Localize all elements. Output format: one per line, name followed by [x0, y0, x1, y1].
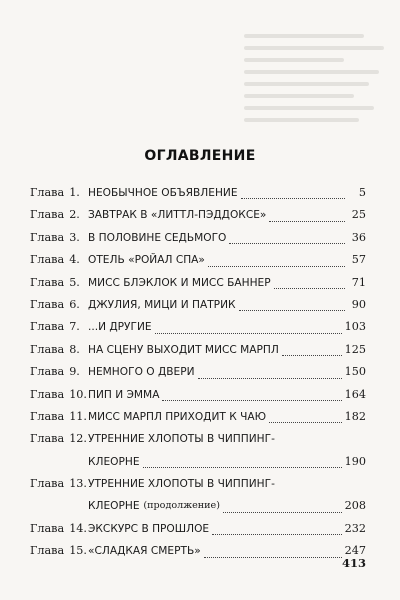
chapter-label: [30, 272, 88, 294]
chapter-number: 4.: [69, 253, 80, 267]
bleed-through-text: [244, 26, 394, 136]
dot-leader: [155, 333, 342, 334]
chapter-title: ОТЕЛЬ «РОЙАЛ СПА»: [88, 254, 205, 267]
chapter-page: 150: [344, 365, 366, 379]
dot-leader: [239, 310, 345, 311]
chapter-word: Глава: [30, 320, 65, 334]
chapter-label: [30, 540, 88, 562]
toc-row[interactable]: [30, 540, 366, 562]
chapter-page: 36: [351, 230, 366, 244]
dot-leader: [282, 355, 342, 356]
chapter-number: 8.: [69, 342, 80, 356]
chapter-title: УТРЕННИЕ ХЛОПОТЫ В ЧИППИНГ-: [88, 478, 275, 491]
chapter-number: 14.: [69, 521, 87, 535]
dot-leader: [274, 288, 345, 289]
chapter-number: 2.: [69, 208, 80, 222]
chapter-page: 5: [358, 185, 366, 199]
chapter-number: 6.: [69, 297, 80, 311]
chapter-title: ЭКСКУРС В ПРОШЛОЕ: [88, 522, 210, 535]
chapter-number: 3.: [69, 230, 80, 244]
chapter-title: В ПОЛОВИНЕ СЕДЬМОГО: [88, 231, 227, 244]
chapter-number: 1.: [69, 185, 80, 199]
dot-leader: [223, 512, 342, 513]
chapter-title-note: (продолжение): [143, 500, 220, 512]
chapter-label: [30, 204, 88, 226]
chapter-number: 7.: [69, 320, 80, 334]
chapter-page: 103: [344, 320, 366, 334]
chapter-word: Глава: [30, 185, 65, 199]
chapter-page: 90: [351, 297, 366, 311]
chapter-title: ПИП И ЭММА: [88, 388, 160, 401]
toc-row[interactable]: [30, 272, 366, 294]
dot-leader: [162, 400, 341, 401]
chapter-label: [30, 384, 88, 406]
toc-row[interactable]: [30, 294, 366, 316]
chapter-title-continued: КЛЕОРНЕ: [88, 500, 140, 513]
chapter-label: [30, 428, 88, 450]
chapter-number: 11.: [69, 409, 87, 423]
chapter-title: ЗАВТРАК В «ЛИТТЛ-ПЭДДОКСЕ»: [88, 209, 267, 222]
toc-row[interactable]: [30, 473, 366, 518]
chapter-label: [30, 294, 88, 316]
toc-row[interactable]: [30, 428, 366, 473]
dot-leader: [269, 221, 345, 222]
chapter-label: [30, 227, 88, 249]
chapter-word: Глава: [30, 477, 65, 491]
chapter-title: ДЖУЛИЯ, МИЦИ И ПАТРИК: [88, 298, 236, 311]
chapter-title: НА СЦЕНУ ВЫХОДИТ МИСС МАРПЛ: [88, 343, 279, 356]
chapter-label: [30, 339, 88, 361]
chapter-number: 5.: [69, 275, 80, 289]
dot-leader: [241, 198, 345, 199]
chapter-label: [30, 249, 88, 271]
chapter-title: ...И ДРУГИЕ: [88, 321, 152, 334]
chapter-page: 190: [344, 454, 366, 468]
chapter-number: 15.: [69, 544, 87, 558]
chapter-word: Глава: [30, 275, 65, 289]
chapter-title: НЕОБЫЧНОЕ ОБЪЯВЛЕНИЕ: [88, 186, 238, 199]
chapter-word: Глава: [30, 432, 65, 446]
dot-leader: [229, 243, 345, 244]
toc-row[interactable]: [30, 249, 366, 271]
toc-row[interactable]: [30, 406, 366, 428]
chapter-page: 232: [344, 521, 366, 535]
chapter-page: 182: [344, 409, 366, 423]
dot-leader: [204, 557, 342, 558]
chapter-word: Глава: [30, 297, 65, 311]
toc-row[interactable]: [30, 361, 366, 383]
dot-leader: [198, 378, 342, 379]
chapter-title: «СЛАДКАЯ СМЕРТЬ»: [88, 545, 201, 558]
dot-leader: [208, 266, 345, 267]
chapter-word: Глава: [30, 342, 65, 356]
chapter-page: 208: [344, 499, 366, 513]
chapter-page: 164: [344, 387, 366, 401]
chapter-word: Глава: [30, 521, 65, 535]
chapter-page: 25: [351, 208, 366, 222]
chapter-label: [30, 473, 88, 495]
chapter-page: 125: [344, 342, 366, 356]
dot-leader: [143, 467, 342, 468]
chapter-word: Глава: [30, 544, 65, 558]
chapter-word: Глава: [30, 208, 65, 222]
chapter-page: 57: [351, 253, 366, 267]
toc-heading: ОГЛАВЛЕНИЕ: [144, 148, 256, 164]
chapter-title: НЕМНОГО О ДВЕРИ: [88, 366, 195, 379]
chapter-word: Глава: [30, 387, 65, 401]
chapter-title-continued: КЛЕОРНЕ: [88, 455, 140, 468]
toc-row[interactable]: [30, 204, 366, 226]
table-of-contents: [30, 182, 366, 563]
chapter-page: 247: [344, 544, 366, 558]
chapter-label: [30, 316, 88, 338]
chapter-label: [30, 361, 88, 383]
chapter-word: Глава: [30, 253, 65, 267]
dot-leader: [269, 422, 342, 423]
chapter-label: [30, 182, 88, 204]
toc-row[interactable]: [30, 227, 366, 249]
chapter-title: УТРЕННИЕ ХЛОПОТЫ В ЧИППИНГ-: [88, 433, 275, 446]
toc-row[interactable]: [30, 384, 366, 406]
chapter-number: 9.: [69, 365, 80, 379]
chapter-word: Глава: [30, 365, 65, 379]
chapter-title: МИСС МАРПЛ ПРИХОДИТ К ЧАЮ: [88, 410, 267, 423]
chapter-word: Глава: [30, 230, 65, 244]
chapter-title: МИСС БЛЭКЛОК И МИСС БАННЕР: [88, 276, 271, 289]
chapter-word: Глава: [30, 409, 65, 423]
chapter-number: 12.: [69, 432, 87, 446]
chapter-label: [30, 406, 88, 428]
chapter-page: 71: [351, 275, 366, 289]
chapter-label: [30, 518, 88, 540]
dot-leader: [212, 534, 342, 535]
chapter-number: 10.: [69, 387, 87, 401]
page-number: 413: [341, 556, 366, 570]
toc-row[interactable]: [30, 316, 366, 338]
toc-row[interactable]: [30, 182, 366, 204]
toc-row[interactable]: [30, 518, 366, 540]
chapter-number: 13.: [69, 477, 87, 491]
toc-row[interactable]: [30, 339, 366, 361]
